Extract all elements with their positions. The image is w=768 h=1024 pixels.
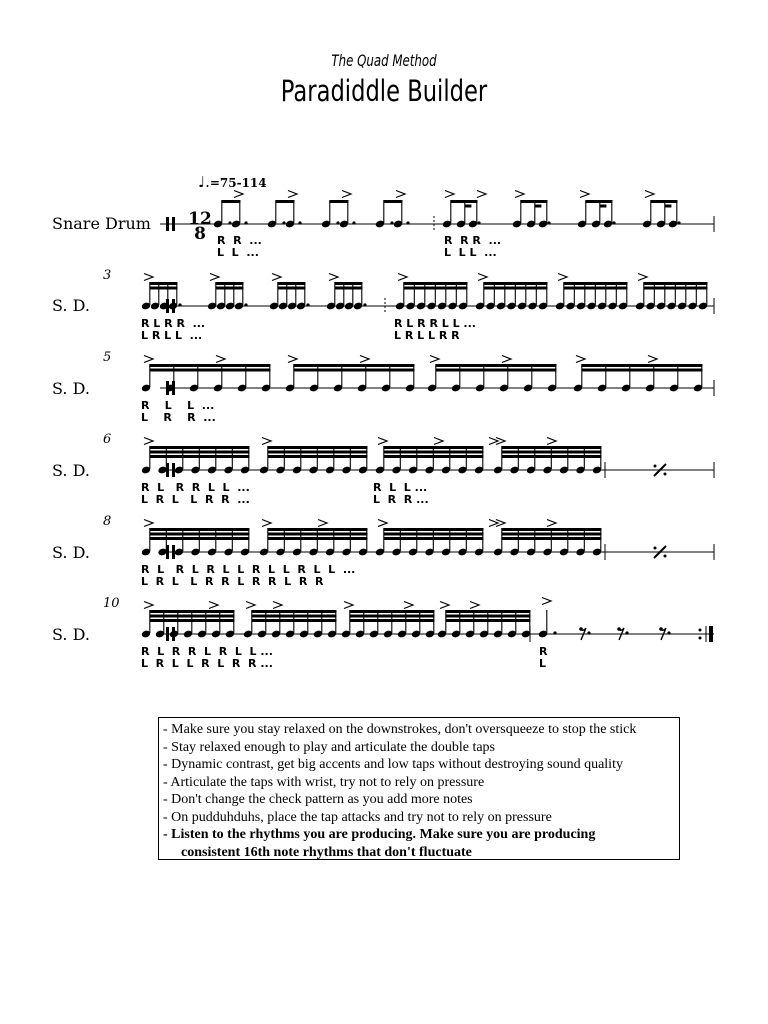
page-title: Paradiddle Builder [280, 74, 488, 108]
instrument-label: S. D. [52, 543, 90, 562]
rest-dot [617, 627, 621, 631]
repeat-measure-dot [664, 473, 667, 476]
accent-mark [502, 356, 511, 363]
beam [150, 287, 178, 290]
note-line: - Stay relaxed enough to play and articulate the double taps [163, 739, 496, 755]
beam [150, 369, 271, 372]
accent-mark [144, 356, 153, 363]
beam [150, 446, 250, 449]
accent-mark [216, 356, 225, 363]
note-line: - Make sure you stay relaxed on the downstrokes, don't oversqueeze to stop the stick [163, 722, 637, 737]
accent-mark [144, 602, 153, 609]
accent-mark [344, 602, 353, 609]
accent-mark [478, 274, 487, 281]
accent-mark [378, 438, 387, 445]
instrument-label: Snare Drum [52, 214, 151, 233]
beam [268, 451, 368, 454]
accent-mark [558, 274, 567, 281]
staff-system-2 [0, 268, 768, 328]
beam [502, 446, 602, 449]
accent-mark [445, 191, 454, 198]
beam [150, 615, 235, 618]
repeat-measure-dot [664, 555, 667, 558]
beam [278, 287, 306, 290]
beam [665, 205, 672, 208]
beam [484, 287, 548, 290]
beam [350, 619, 435, 622]
augmentation-dot [390, 221, 393, 224]
staff-system-6 [0, 596, 768, 656]
beam [586, 200, 613, 203]
augmentation-dot [612, 221, 615, 224]
accent-mark [273, 602, 282, 609]
augmentation-dot [178, 303, 181, 306]
beam [384, 455, 484, 458]
beam [150, 619, 235, 622]
sticking: R L R L R L L R L L R L L ... L R L L R R L R R L R R [141, 563, 356, 588]
sticking: R R ... L L ... [217, 234, 262, 259]
beam [502, 528, 602, 531]
beam [446, 615, 531, 618]
accent-mark [434, 438, 443, 445]
sticking: R R R ... L L L ... [444, 234, 502, 259]
beam [276, 200, 295, 203]
measure-number: 5 [103, 350, 112, 365]
sticking: R L R R L L ... L R L L R R [394, 317, 476, 342]
time-signature-bottom: 8 [194, 224, 206, 244]
accent-mark [542, 598, 551, 605]
beam [451, 200, 478, 203]
accent-mark [378, 520, 387, 527]
repeat-dot [699, 629, 702, 632]
rest-dot [579, 627, 583, 631]
practice-notes-box [158, 717, 680, 860]
beam [222, 200, 241, 203]
tempo-text: =75-114 [209, 176, 267, 190]
beam [150, 282, 178, 285]
beam [252, 610, 337, 613]
beam [384, 528, 484, 531]
measure-number: 3 [103, 268, 112, 283]
accent-mark [404, 602, 413, 609]
beam [465, 205, 472, 208]
beam [150, 533, 250, 536]
accent-mark [318, 520, 327, 527]
percussion-clef [166, 217, 169, 231]
beam [268, 533, 368, 536]
note-line: - Don't change the check pattern as you add more notes [163, 792, 473, 807]
beam [564, 282, 628, 285]
augmentation-dot [282, 221, 285, 224]
accent-mark [477, 191, 486, 198]
accent-mark [262, 520, 271, 527]
accent-mark [645, 191, 654, 198]
sticking: R L L ... L R R ... [373, 481, 429, 506]
beam [644, 282, 708, 285]
augmentation-dot [677, 221, 680, 224]
beam [268, 528, 368, 531]
beam [502, 455, 602, 458]
augmentation-dot [363, 303, 366, 306]
accent-mark [246, 602, 255, 609]
repeat-dot [699, 637, 702, 640]
note-line: - Dynamic contrast, get big accents and low taps without destroying sound quality [163, 757, 623, 772]
accent-mark [489, 520, 498, 527]
augmentation-dot [406, 221, 409, 224]
beam [350, 610, 435, 613]
accent-mark [396, 191, 405, 198]
beam [564, 287, 628, 290]
augmentation-dot [477, 221, 480, 224]
augmentation-dot [298, 221, 301, 224]
beam [484, 282, 548, 285]
accent-mark [547, 520, 556, 527]
beam [384, 451, 484, 454]
measure-number: 8 [103, 514, 112, 529]
accent-mark [144, 274, 153, 281]
beam [252, 619, 337, 622]
beam [150, 610, 235, 613]
beam [436, 364, 557, 367]
beam [502, 451, 602, 454]
beam [335, 282, 363, 285]
beam [502, 537, 602, 540]
accent-mark [489, 438, 498, 445]
beam [600, 205, 607, 208]
augmentation-dot [306, 303, 309, 306]
measure-number: 10 [103, 596, 120, 611]
beam [216, 282, 244, 285]
beam [150, 364, 271, 367]
beam [150, 455, 250, 458]
beam [404, 282, 468, 285]
beam [252, 615, 337, 618]
sticking: R L R R ... L R L L ... [141, 317, 206, 342]
sticking: R L R R L L ... L R L L R R ... [141, 481, 250, 506]
beam [384, 537, 484, 540]
beam [384, 446, 484, 449]
accent-mark [648, 356, 657, 363]
instrument-label: S. D. [52, 461, 90, 480]
beam [150, 451, 250, 454]
accent-mark [440, 602, 449, 609]
time-signature-top: 12 [188, 209, 212, 229]
rest-dot [659, 627, 663, 631]
beam [535, 205, 542, 208]
accent-mark [262, 438, 271, 445]
beam [330, 200, 349, 203]
staff-system-1 [0, 186, 768, 246]
accent-mark [547, 438, 556, 445]
accent-mark [272, 274, 281, 281]
accent-mark [470, 602, 479, 609]
beam [216, 287, 244, 290]
accent-mark [329, 274, 338, 281]
beam [350, 615, 435, 618]
beam [335, 287, 363, 290]
accent-mark [515, 191, 524, 198]
augmentation-dot [547, 221, 550, 224]
beam [404, 287, 468, 290]
sticking: R L [539, 645, 548, 670]
beam [582, 364, 703, 367]
beam [294, 369, 415, 372]
percussion-clef [172, 545, 175, 559]
beam [268, 455, 368, 458]
subtitle: The Quad Method [331, 51, 437, 70]
repeat-measure-dot [654, 547, 657, 550]
sticking: R L L ... L R R ... [141, 399, 216, 424]
accent-mark [342, 191, 351, 198]
accent-mark [576, 356, 585, 363]
beam [644, 287, 708, 290]
dotted-quarter-icon: ♩. [198, 173, 210, 191]
note-line-bold: - Listen to the rhythms you are producing. Make sure you are producing [163, 827, 596, 842]
instrument-label: S. D. [52, 296, 90, 315]
accent-mark [144, 520, 153, 527]
accent-mark [210, 274, 219, 281]
beam [436, 369, 557, 372]
accent-mark [638, 274, 647, 281]
beam [384, 533, 484, 536]
sticking: R L R R L R L L ... L R L L R L R R ... [141, 645, 273, 670]
augmentation-dot [244, 221, 247, 224]
beam [150, 528, 250, 531]
staff-system-5 [0, 514, 768, 574]
measure-number: 6 [103, 432, 112, 447]
note-line: - On pudduhduhs, place the tap attacks and try not to rely on pressure [163, 809, 552, 825]
accent-mark [288, 191, 297, 198]
beam [446, 610, 531, 613]
accent-mark [209, 602, 218, 609]
beam [582, 369, 703, 372]
percussion-clef [172, 463, 175, 477]
accent-mark [234, 191, 243, 198]
note-line: - Articulate the taps with wrist, try not to rely on pressure [163, 774, 485, 790]
augmentation-dot [352, 221, 355, 224]
beam [446, 619, 531, 622]
beam [268, 537, 368, 540]
repeat-measure-dot [654, 465, 657, 468]
beam [294, 364, 415, 367]
augmentation-dot [244, 303, 247, 306]
accent-mark [430, 356, 439, 363]
accent-mark [288, 356, 297, 363]
accent-mark [360, 356, 369, 363]
beam [278, 282, 306, 285]
beam [384, 200, 403, 203]
augmentation-dot [228, 221, 231, 224]
instrument-label: S. D. [52, 625, 90, 644]
beam [521, 200, 548, 203]
beam [150, 537, 250, 540]
beam [502, 533, 602, 536]
percussion-clef [172, 217, 175, 231]
beam [651, 200, 678, 203]
augmentation-dot [336, 221, 339, 224]
staff-system-3 [0, 350, 768, 410]
final-barline-thick [709, 626, 713, 642]
note-line-bold: consistent 16th note rhythms that don't fluctuate [181, 844, 472, 860]
instrument-label: S. D. [52, 379, 90, 398]
accent-mark [580, 191, 589, 198]
accent-mark [144, 438, 153, 445]
accent-mark [398, 274, 407, 281]
beam [268, 446, 368, 449]
